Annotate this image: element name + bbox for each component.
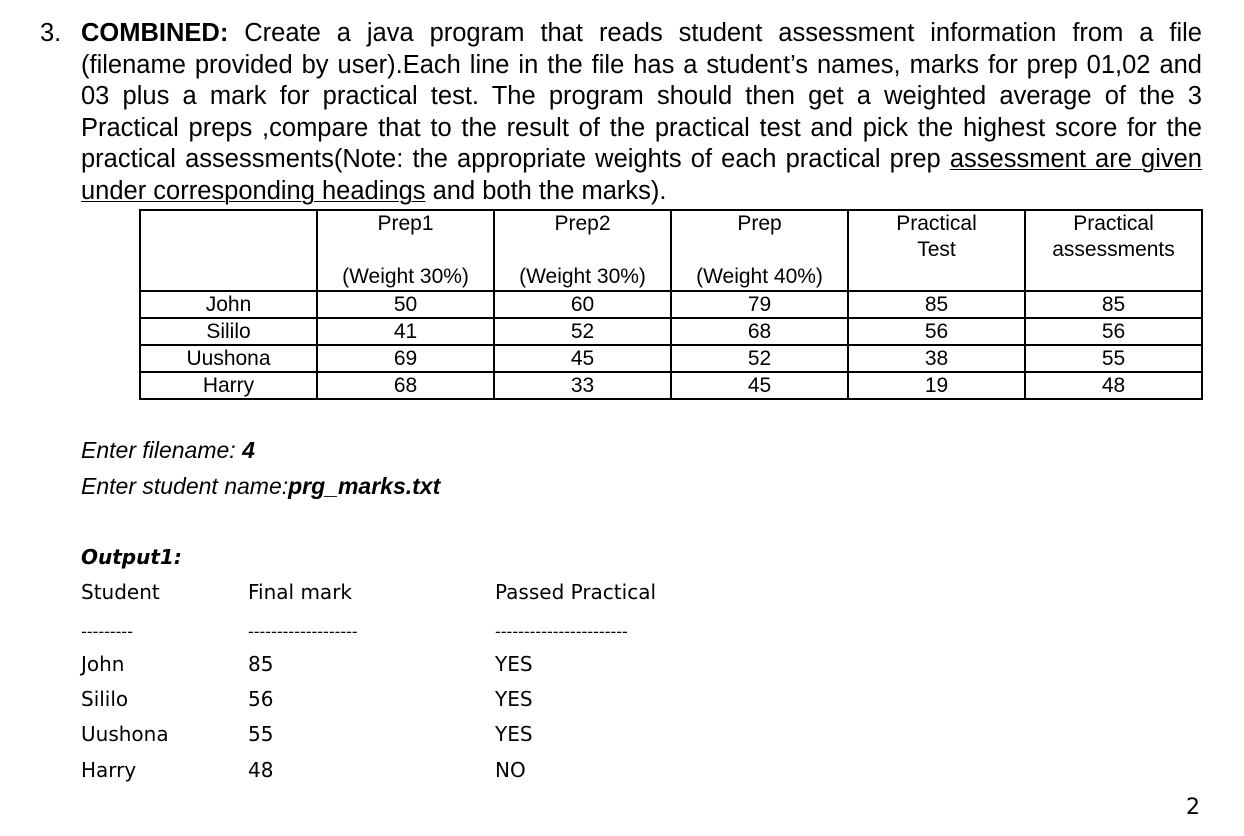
question-lead: COMBINED:: [81, 19, 229, 47]
filename-prompt: [81, 436, 255, 464]
table-cell: 56: [848, 318, 1025, 345]
table-row: [140, 372, 1202, 399]
student-prompt-label: Enter student name:: [81, 473, 289, 499]
output-row-passed: NO: [495, 758, 526, 782]
output-row-student: Uushona: [81, 722, 169, 746]
table-row: [140, 318, 1202, 345]
output-row-final-mark: 55: [248, 722, 274, 746]
output-dashes-student: ---------: [81, 622, 133, 641]
table-cell: 41: [317, 318, 494, 345]
table-cell: 19: [848, 372, 1025, 399]
output-row-passed: YES: [495, 722, 533, 746]
output-row-final-mark: 48: [248, 758, 274, 782]
header-cell-name: [140, 210, 317, 291]
header-prep1-weight: (Weight 30%): [342, 265, 469, 288]
table-cell: 85: [1025, 291, 1202, 318]
header-prep2-weight: (Weight 30%): [519, 265, 646, 288]
table-cell: 69: [317, 345, 494, 372]
header-cell-prep2: [494, 210, 671, 291]
table-cell: 33: [494, 372, 671, 399]
marks-table: [139, 209, 1203, 400]
header-cell-practical-assessments: [1025, 210, 1202, 291]
table-cell: 38: [848, 345, 1025, 372]
header-prep3-label: Prep: [737, 212, 782, 235]
output-title: Output1:: [81, 545, 182, 569]
table-cell-name: Uushona: [140, 345, 317, 372]
table-cell: 55: [1025, 345, 1202, 372]
table-cell: 85: [848, 291, 1025, 318]
output-header-final-mark: Final mark: [248, 580, 352, 604]
header-prep1-label: Prep1: [377, 212, 434, 235]
table-cell: 68: [671, 318, 848, 345]
question-text: [81, 18, 1202, 207]
output-row-passed: YES: [495, 687, 533, 711]
table-cell: 48: [1025, 372, 1202, 399]
question-number: 3.: [40, 19, 62, 47]
output-row-student: Harry: [81, 758, 137, 782]
table-header-row: [140, 210, 1202, 291]
table-cell: 45: [494, 345, 671, 372]
output-row-final-mark: 85: [248, 652, 274, 676]
header-cell-prep3: [671, 210, 848, 291]
header-prep3-weight: (Weight 40%): [696, 265, 823, 288]
output-row-passed: YES: [495, 652, 533, 676]
question-body: Create a java program that reads student assessment information from a file (filename provided by user).Each line in the file has a student’s names, marks for prep 01,02 and 03 plus a mark for practical test. The program should then get a weighted average of the 3 Practical preps ,compare that to the result of the practical test and pick the highest score for the practical assessments(Note: the appropriate weights of each practical prep: [81, 19, 1202, 173]
table-row: [140, 345, 1202, 372]
header-practical-test-label: Practical Test: [896, 212, 977, 261]
table-cell: 50: [317, 291, 494, 318]
header-practical-assessments-label: Practical assessments: [1052, 212, 1175, 261]
header-prep2-label: Prep2: [554, 212, 611, 235]
table-row: [140, 291, 1202, 318]
output-header-student: Student: [81, 580, 160, 604]
table-cell: 79: [671, 291, 848, 318]
question-underlined: assessment are given under corresponding headings: [81, 145, 1202, 205]
question-end: and both the marks).: [425, 176, 667, 205]
output-row-student: John: [81, 652, 125, 676]
output-row-final-mark: 56: [248, 687, 274, 711]
page-number: 2: [1186, 795, 1200, 820]
output-header-passed: Passed Practical: [495, 580, 657, 604]
table-cell: 52: [671, 345, 848, 372]
student-prompt-value: prg_marks.txt: [288, 473, 441, 499]
filename-prompt-label: Enter filename:: [81, 437, 243, 463]
table-cell-name: John: [140, 291, 317, 318]
header-cell-prep1: [317, 210, 494, 291]
student-prompt: [81, 472, 440, 500]
output-dashes-final-mark: -------------------: [248, 622, 358, 641]
output-row-student: Sililo: [81, 687, 129, 711]
table-cell-name: Sililo: [140, 318, 317, 345]
table-cell: 68: [317, 372, 494, 399]
question-block: [40, 18, 1202, 207]
output-dashes-passed: -----------------------: [495, 622, 628, 641]
header-cell-practical-test: [848, 210, 1025, 291]
table-cell-name: Harry: [140, 372, 317, 399]
table-cell: 52: [494, 318, 671, 345]
table-cell: 60: [494, 291, 671, 318]
filename-prompt-value: 4: [242, 437, 255, 463]
table-cell: 45: [671, 372, 848, 399]
table-cell: 56: [1025, 318, 1202, 345]
